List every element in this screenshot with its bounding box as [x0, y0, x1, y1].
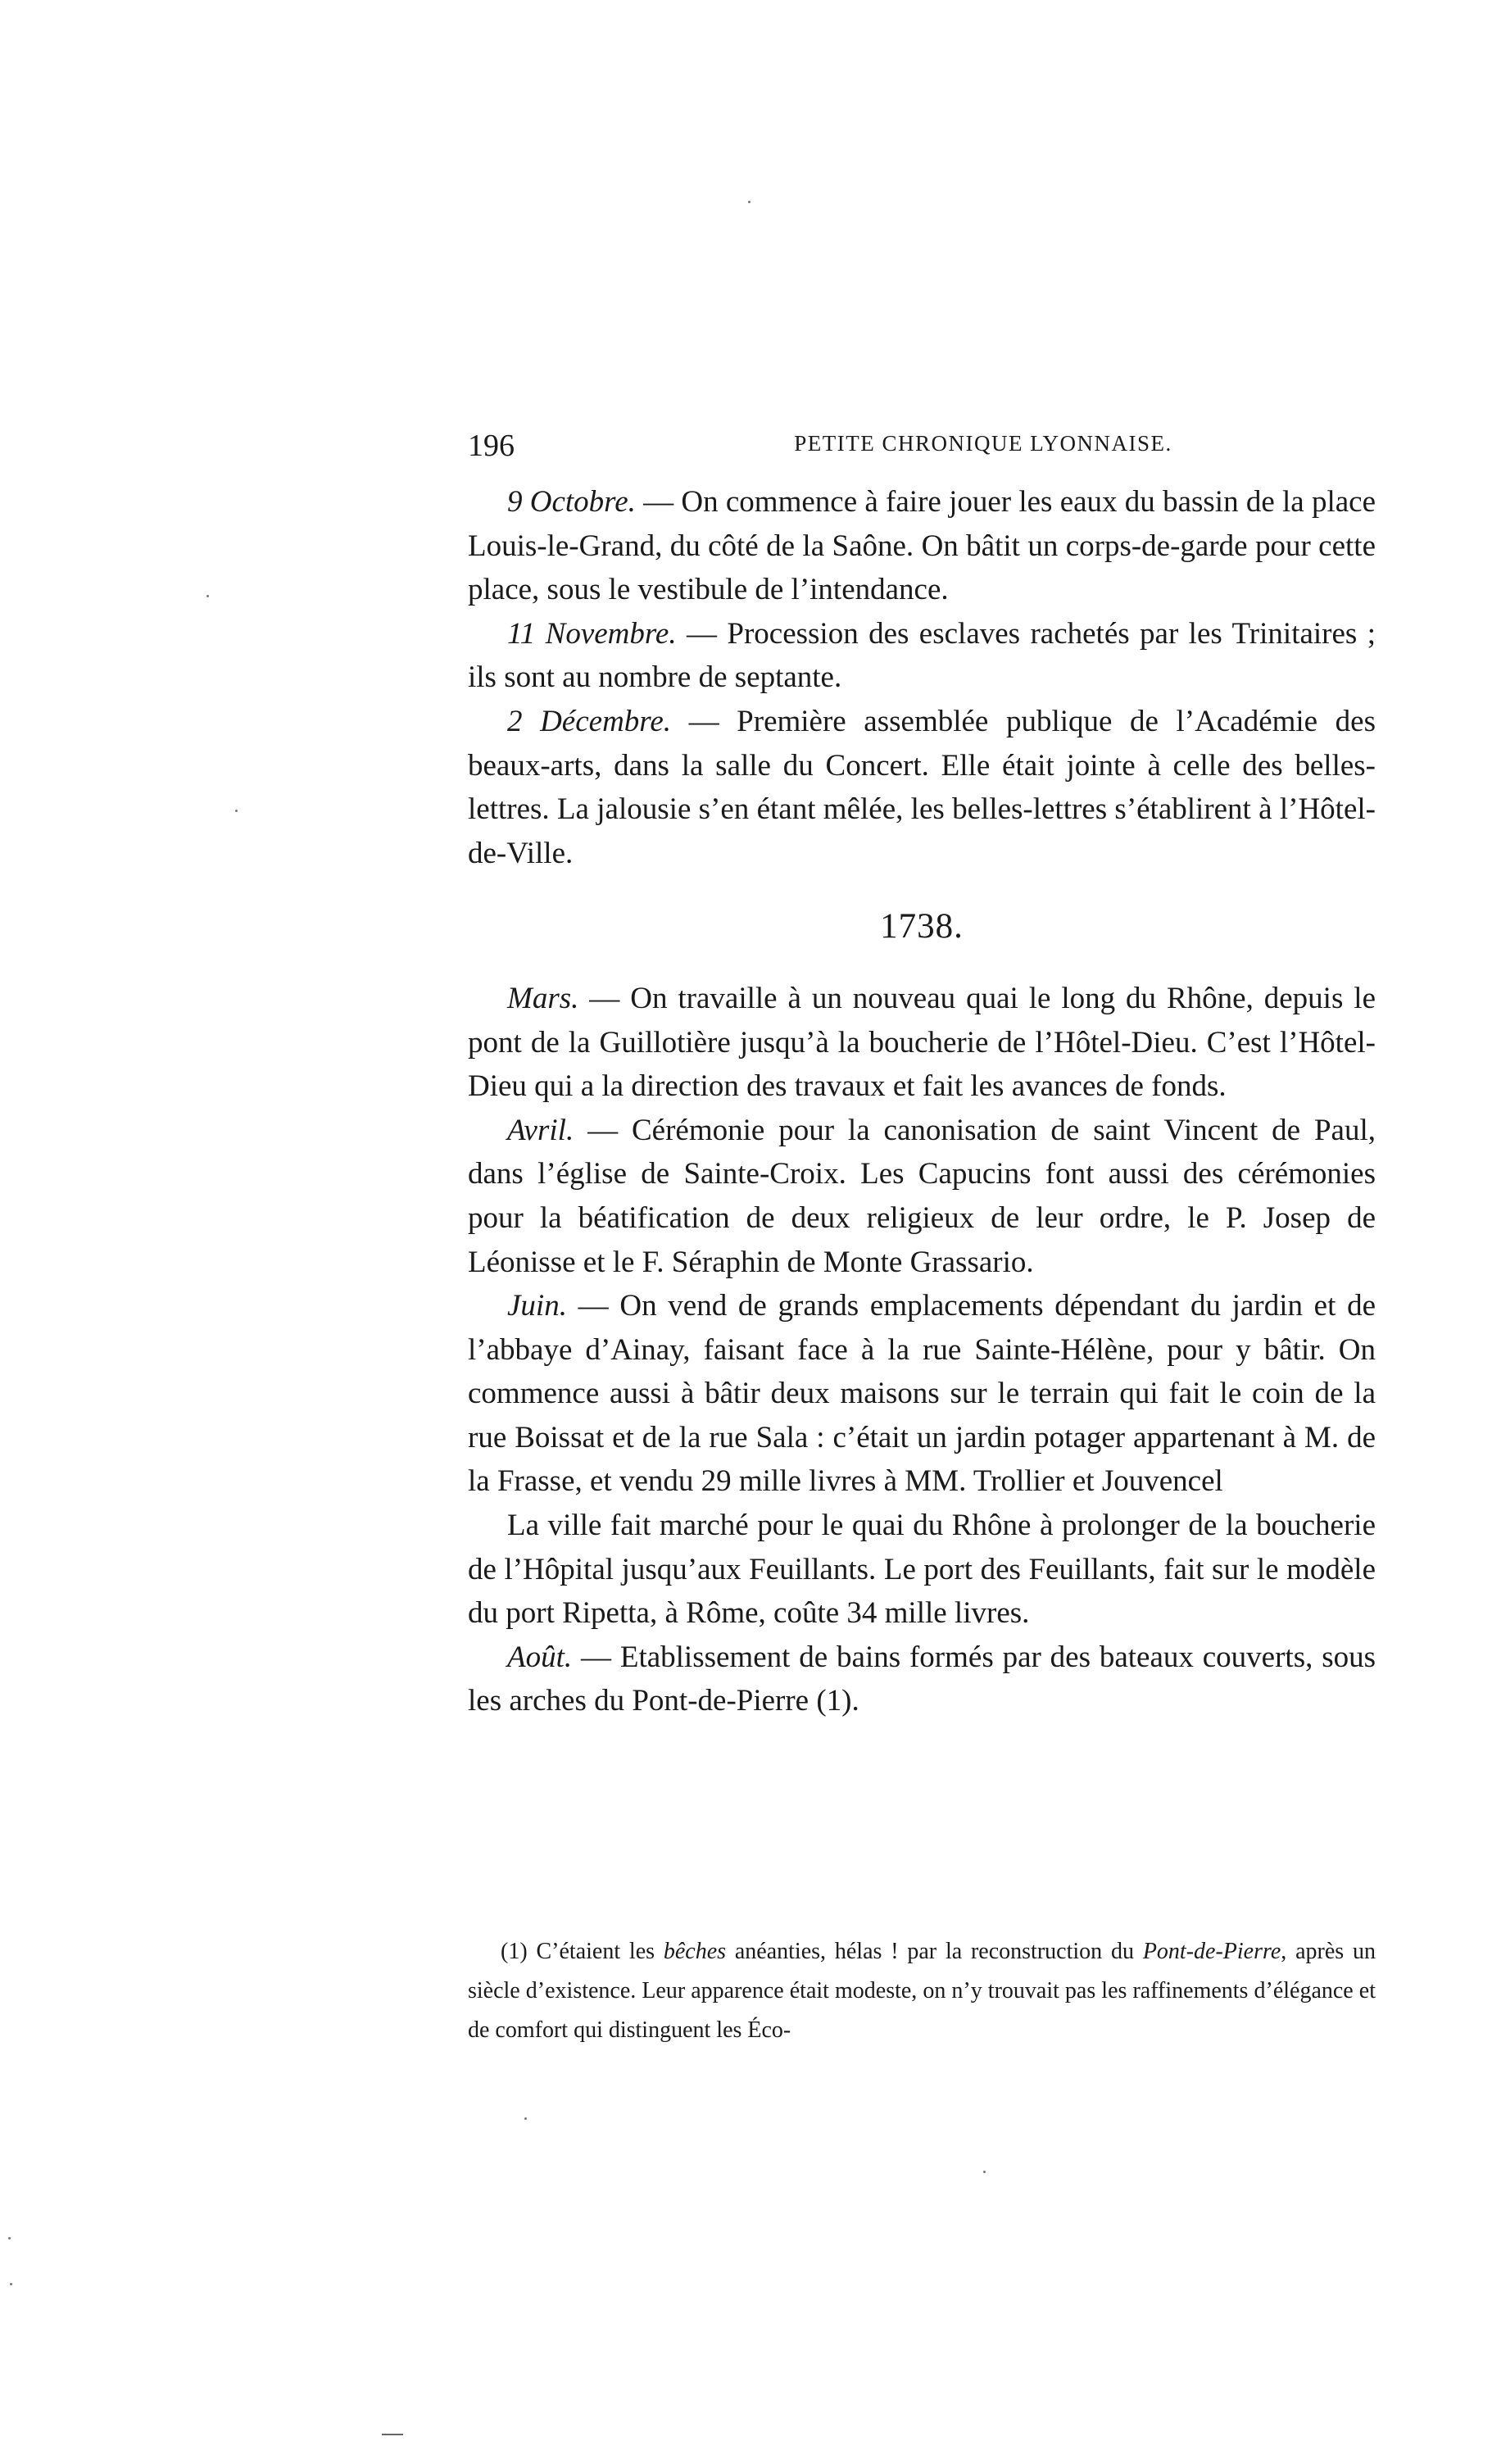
- footnote: [468, 1932, 1376, 2050]
- footnote-part: anéanties, hélas ! par la reconstruction du: [726, 1939, 1143, 1964]
- entry-11-novembre: [468, 612, 1376, 700]
- entry-text: — Procession des esclaves rachetés par les Trinitaires ; ils sont au nombre de septante.: [468, 616, 1376, 695]
- entry-text: La ville fait marché pour le quai du Rhône à prolonger de la boucherie de l’Hôpital jusqu’aux Feuillants. Le port des Feuillants, fait sur le modèle du port Ripetta, à Rôme, coûte 34 mille livres.: [468, 1509, 1376, 1631]
- scan-speck: [206, 595, 209, 597]
- entry-date: 2 Décembre.: [507, 704, 671, 738]
- running-header: [468, 423, 1376, 472]
- footnote-marker: (1): [501, 1939, 528, 1964]
- entry-avril: [468, 1109, 1376, 1284]
- entry-text: — Etablissement de bains formés par des bateaux couverts, sous les arches du Pont-de-Pierre (1).: [468, 1640, 1376, 1718]
- scan-dash: [382, 2434, 403, 2435]
- entry-2-decembre: [468, 700, 1376, 875]
- entry-aout: [468, 1636, 1376, 1723]
- entry-text: — On vend de grands emplacements dépendant du jardin et de l’abbaye d’Ainay, faisant face à la rue Sainte-Hélène, pour y bâtir. On commence aussi à bâtir deux maisons sur le terrain qui fait le coin de la rue Boissat et de la rue Sala : c’était un jardin potager appartenant à M. de la Frasse, et vendu 29 mille livres à MM. Trollier et Jouvencel: [468, 1289, 1376, 1499]
- entry-date: 9 Octobre.: [507, 485, 636, 519]
- entry-text: — Première assemblée publique de l’Académie des beaux-arts, dans la salle du Concert. Elle était jointe à celle des belles-lettres. La jalousie s’en étant mêlée, les belles-lettres s’établirent à l’Hôtel-de-Ville.: [468, 704, 1376, 870]
- page-number: 196: [468, 429, 515, 463]
- entry-text: — Cérémonie pour la canonisation de saint Vincent de Paul, dans l’église de Sainte-Croix. Les Capucins font aussi des cérémonies pour la béatification de deux religieux de leur ordre, le P. Josep de Léonisse et le F. Séraphin de Monte Grassario.: [468, 1113, 1376, 1279]
- footnote-italic: bêches: [663, 1939, 727, 1964]
- scan-speck: [10, 2283, 12, 2285]
- scan-speck: [524, 2117, 527, 2120]
- scan-speck: [8, 2237, 11, 2239]
- entry-date: Juin.: [507, 1289, 567, 1323]
- footnote-part: C’étaient les: [527, 1939, 664, 1964]
- running-title: PETITE CHRONIQUE LYONNAISE.: [794, 431, 1172, 456]
- entry-date: Avril.: [507, 1113, 574, 1147]
- entry-quai-du-rhone: [468, 1504, 1376, 1636]
- entry-mars: [468, 977, 1376, 1109]
- entry-date: 11 Novembre.: [507, 616, 677, 651]
- scan-speck: [235, 810, 238, 812]
- scan-speck: [748, 201, 751, 203]
- scan-speck: [983, 2171, 986, 2173]
- footnote-text: [468, 1932, 1376, 2050]
- footnote-part: , après un siècle d’existence. Leur apparence était modeste, on n’y trouvait pas les raffinements d’élégance et de comfort qui distinguent les Éco-: [468, 1939, 1376, 2043]
- entry-date: Août.: [507, 1640, 573, 1674]
- entry-text: — On commence à faire jouer les eaux du bassin de la place Louis-le-Grand, du côté de la Saône. On bâtit un corps-de-garde pour cette place, sous le vestibule de l’intendance.: [468, 485, 1376, 607]
- footnote-italic: Pont-de-Pierre: [1142, 1939, 1281, 1964]
- entry-juin: [468, 1284, 1376, 1504]
- main-text: [468, 480, 1376, 1723]
- year-heading: 1738.: [880, 907, 964, 946]
- entry-9-octobre: [468, 480, 1376, 612]
- entry-date: Mars.: [507, 981, 579, 1015]
- entry-text: — On travaille à un nouveau quai le long du Rhône, depuis le pont de la Guillotière jusqu’à la boucherie de l’Hôtel-Dieu. C’est l’Hôtel-Dieu qui a la direction des travaux et fait les avances de fonds.: [468, 981, 1376, 1104]
